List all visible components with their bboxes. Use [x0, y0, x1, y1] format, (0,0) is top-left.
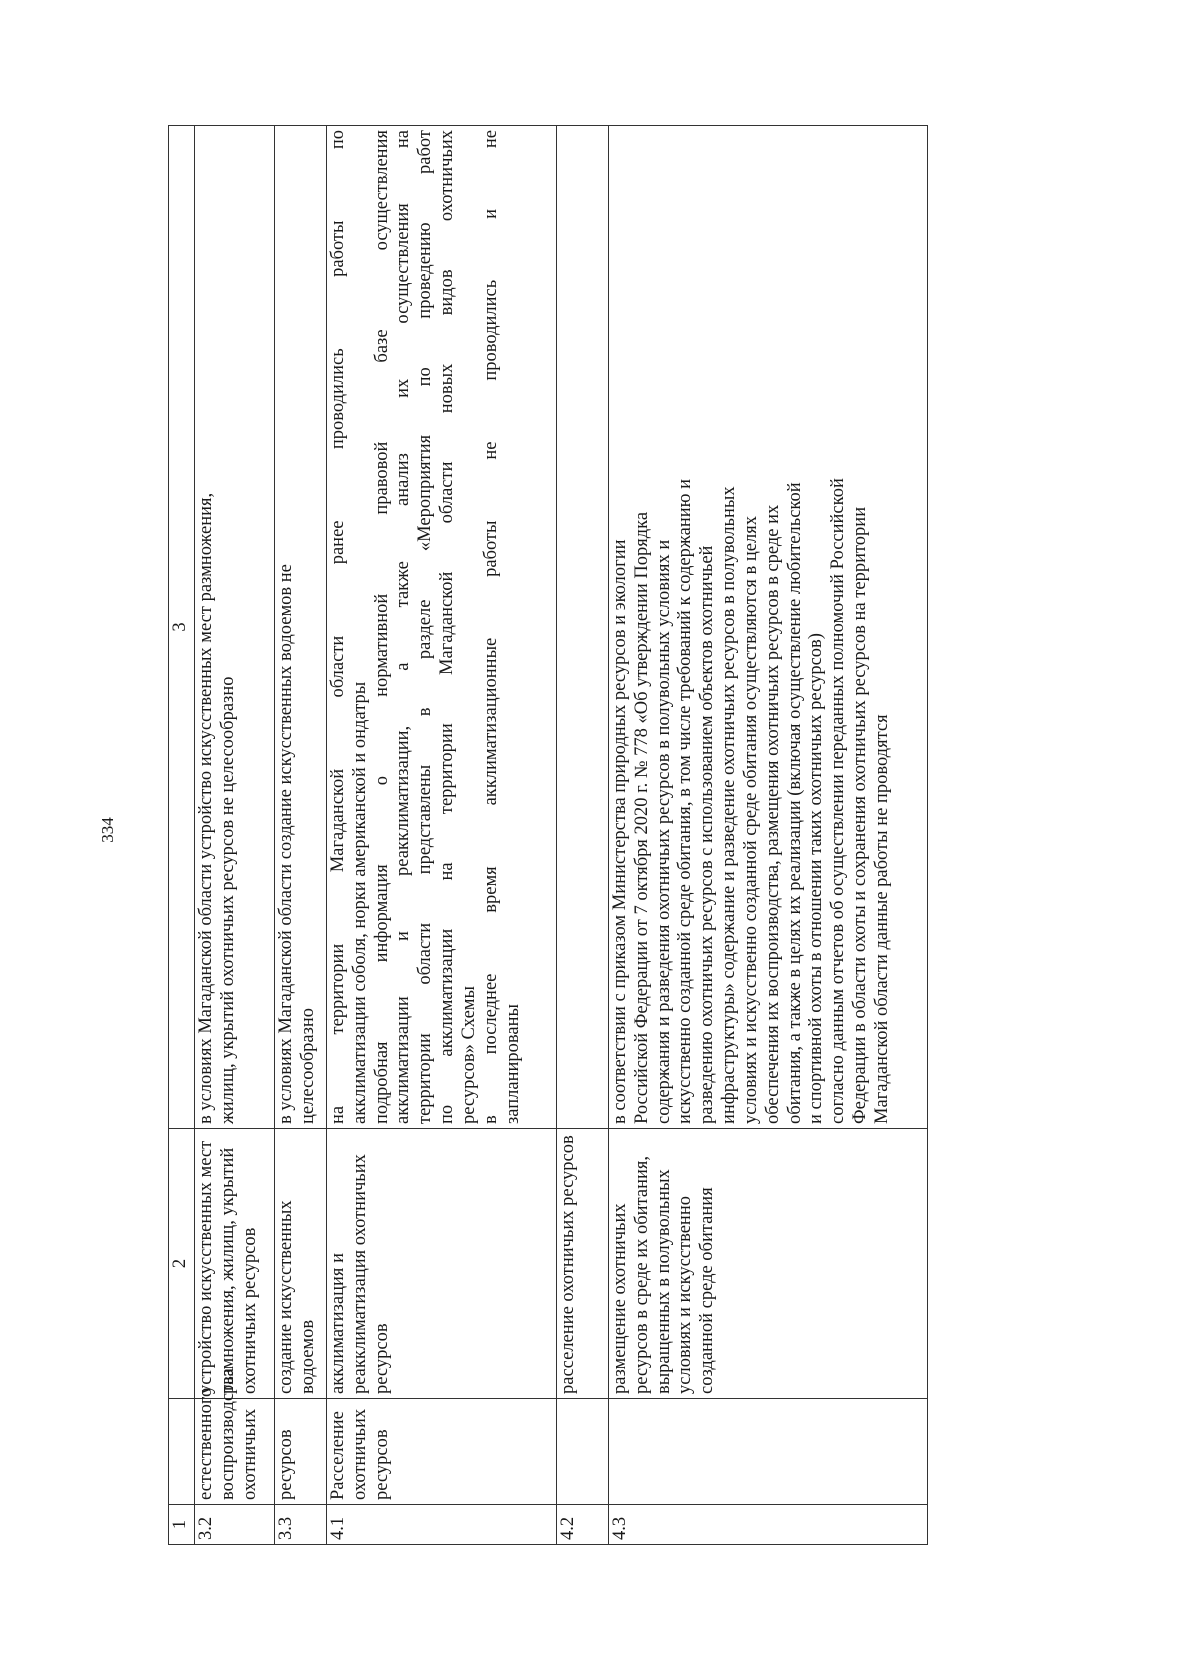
description-line: условиях и искусственно созданной среде обитания осуществляются в целях: [740, 516, 761, 1124]
row-number: 4.3: [609, 1505, 928, 1545]
description-line: Федерации в области охоты и сохранения охотничьих ресурсов на территории: [850, 506, 871, 1124]
description-line: акклиматизации и реакклиматизации, а также анализ их осуществления на: [393, 130, 414, 1124]
description-line: и спортивной охоты в отношении таких охотничьих ресурсов): [806, 633, 827, 1124]
description-line: инфраструктуры» содержание и разведение охотничьих ресурсов в полувольных: [719, 486, 740, 1124]
row-description: [557, 126, 609, 1129]
description-line: согласно данным отчетов об осуществлении переданных полномочий Российской: [828, 478, 849, 1124]
description-line: по акклиматизации на территории Магаданской области новых видов охотничьих: [437, 130, 458, 1124]
description-line: обитания, а также в целях их реализации (включая осуществление любительской: [784, 482, 805, 1124]
row-description: [609, 126, 928, 1129]
table-row: [609, 126, 928, 1545]
row-category: [557, 1399, 609, 1505]
table-row: [195, 126, 275, 1545]
description-line: подробная информация о нормативной правовой базе осуществления: [371, 130, 392, 1124]
description-line: ресурсов» Схемы: [458, 986, 479, 1124]
row-description: [275, 126, 327, 1129]
description-line: обеспечения их воспроизводства, размещения охотничьих ресурсов в среде их: [762, 504, 783, 1124]
description-line: территории области представлены в разделе «Мероприятия по проведению работ: [415, 130, 436, 1124]
row-number: 4.1: [327, 1505, 557, 1545]
row-activity: акклиматизация и реакклиматизация охотничьих ресурсов: [327, 1129, 557, 1399]
row-description: [327, 126, 557, 1129]
description-line: в условиях Магаданской области создание искусственных водоемов не: [276, 564, 296, 1124]
description-line: в последнее время акклиматизационные работы не проводились и не: [480, 130, 501, 1124]
row-description: [195, 126, 275, 1129]
description-line: на территории Магаданской области ранее проводились работы по: [328, 130, 348, 1124]
table-header-row: [169, 126, 195, 1545]
header-cell-3: 3: [169, 126, 195, 1129]
table-row: [275, 126, 327, 1545]
header-cell-1: 1: [169, 1505, 195, 1545]
table-row: [557, 126, 609, 1545]
description-line: Российской Федерации от 7 октября 2020 г. № 778 «Об утверждении Порядка: [631, 511, 652, 1124]
header-cell-blank: [169, 1399, 195, 1505]
row-category: [609, 1399, 928, 1505]
table-row: [327, 126, 557, 1545]
row-activity: создание искусственных водоемов: [275, 1129, 327, 1399]
row-activity: устройство искусственных мест размножения, жилищ, укрытий охотничьих ресурсов: [195, 1129, 275, 1399]
description-line: жилищ, укрытий охотничьих ресурсов не целесообразно: [217, 676, 238, 1124]
description-line: запланированы: [502, 1004, 523, 1124]
rotated-table-frame: [168, 125, 928, 1545]
row-category: Расселение охотничьих ресурсов: [327, 1399, 557, 1505]
description-line: акклиматизации соболя, норки американской и ондатры: [349, 681, 370, 1124]
description-line: Магаданской области данные работы не проводятся: [871, 714, 892, 1124]
description-line: целесообразно: [297, 1007, 318, 1124]
row-number: 3.2: [195, 1505, 275, 1545]
measures-table: [168, 125, 928, 1545]
header-cell-2: 2: [169, 1129, 195, 1399]
description-line: в соответствии с приказом Министерства природных ресурсов и экологии: [610, 539, 630, 1124]
row-category: ресурсов: [275, 1399, 327, 1505]
row-category: естественного воспроизводства охотничьих: [195, 1399, 275, 1505]
row-activity: расселение охотничьих ресурсов: [557, 1129, 609, 1399]
description-line: искусственно созданной среде обитания, в том числе требований к содержанию и: [675, 479, 696, 1124]
description-line: содержания и разведения охотничьих ресурсов в полувольных условиях и: [653, 539, 674, 1124]
description-line: разведению охотничьих ресурсов с использованием объектов охотничьей: [697, 545, 718, 1124]
description-line: в условиях Магаданской области устройство искусственных мест размножения,: [196, 492, 216, 1124]
row-number: 3.3: [275, 1505, 327, 1545]
row-activity: размещение охотничьих ресурсов в среде их обитания, выращенных в полувольных условиях и искусственно созданной среде обитания: [609, 1129, 928, 1399]
page-number: 334: [98, 817, 117, 843]
row-number: 4.2: [557, 1505, 609, 1545]
